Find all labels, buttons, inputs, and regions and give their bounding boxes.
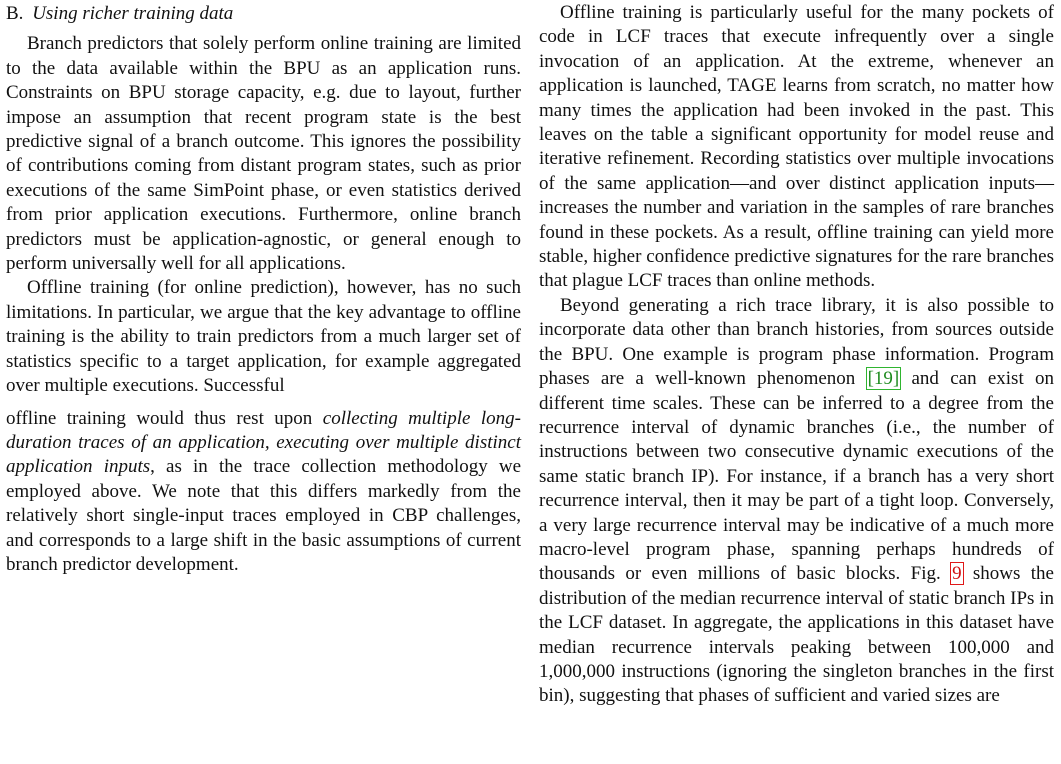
left-paragraph-3-end: , as in the trace collection methodology we employed above. We note that this differs markedly from the relatively short single-input traces employed in CBP challenges, and corresponds to a large shift in the basic assumptions of current branch predictor development.: [6, 456, 522, 575]
left-paragraph-3-emphasis: collecting multiple long-duration traces of an application, executing over multiple distinct application inputs: [6, 407, 521, 478]
left-column: [6, 0, 521, 577]
right-paragraph-2: [539, 294, 1054, 709]
section-heading: [6, 2, 521, 26]
left-paragraph-1: Branch predictors that solely perform online training are limited to the data available within the BPU as an application runs. Constraints on BPU storage capacity, e.g. due to layout, further impose an assumption that recent program state is the best predictive signal of a branch outcome. This ignores the possibility of contributions coming from distant program states, such as prior executions of the same SimPoint phase, or even statistics derived from prior application executions. Furthermore, online branch predictors must be application-agnostic, or general enough to perform universally well for all applications.: [6, 33, 521, 275]
left-paragraph-3-start: offline training would thus rest upon: [6, 407, 323, 429]
right-paragraph-2-part-a: Beyond generating a rich trace library, it is also possible to incorporate data other than branch histories, from sources outside the BPU. One example is program phase information. Program phases are a well-known phenomenon: [539, 294, 1054, 390]
figure-link-9[interactable]: 9: [952, 563, 962, 585]
left-paragraph-3: [6, 407, 521, 578]
right-column: [539, 0, 1054, 709]
citation-link-19[interactable]: [19]: [867, 368, 900, 390]
left-paragraph-2: Offline training (for online prediction), however, has no such limitations. In particular, we argue that the key advantage to offline training is the ability to train predictors from a much larger set of statistics specific to a target application, for example aggregated over multiple executions. Successful: [6, 277, 521, 397]
right-paragraph-2-part-c: shows the distribution of the median recurrence interval of static branch IPs in the LCF dataset. In aggregate, the applications in this dataset have median recurrence intervals peaking between 100,000 and 1,000,000 instructions (ignoring the singleton branches in the first bin), suggesting that phases of sufficient and varied sizes are: [539, 563, 1054, 707]
section-number: B.: [6, 3, 24, 24]
right-paragraph-1: Offline training is particularly useful for the many pockets of code in LCF traces that execute infrequently over a single invocation of an application. At the extreme, whenever an application is launched, TAGE learns from scratch, no matter how many times the application had been invoked in the past. This leaves on the table a significant opportunity for model reuse and iterative refinement. Recording statistics over multiple invocations of the same application—and over distinct application inputs—increases the number and variation in the samples of rare branches found in these pockets. As a result, offline training can yield more stable, higher confidence predictive signatures for the rare branches that plague LCF traces than online methods.: [539, 2, 1054, 292]
right-paragraph-2-part-b: and can exist on different time scales. These can be inferred to a degree from the recurrence interval of dynamic branches (i.e., the number of instructions between two consecutive dynamic executions of the same static branch IP). For instance, if a branch has a very short recurrence interval, then it may be part of a tight loop. Conversely, a very large recurrence interval may be indicative of a much more macro-level program phase, spanning perhaps hundreds of thousands or even millions of basic blocks. Fig.: [539, 368, 1055, 585]
section-title: Using richer training data: [32, 3, 234, 24]
